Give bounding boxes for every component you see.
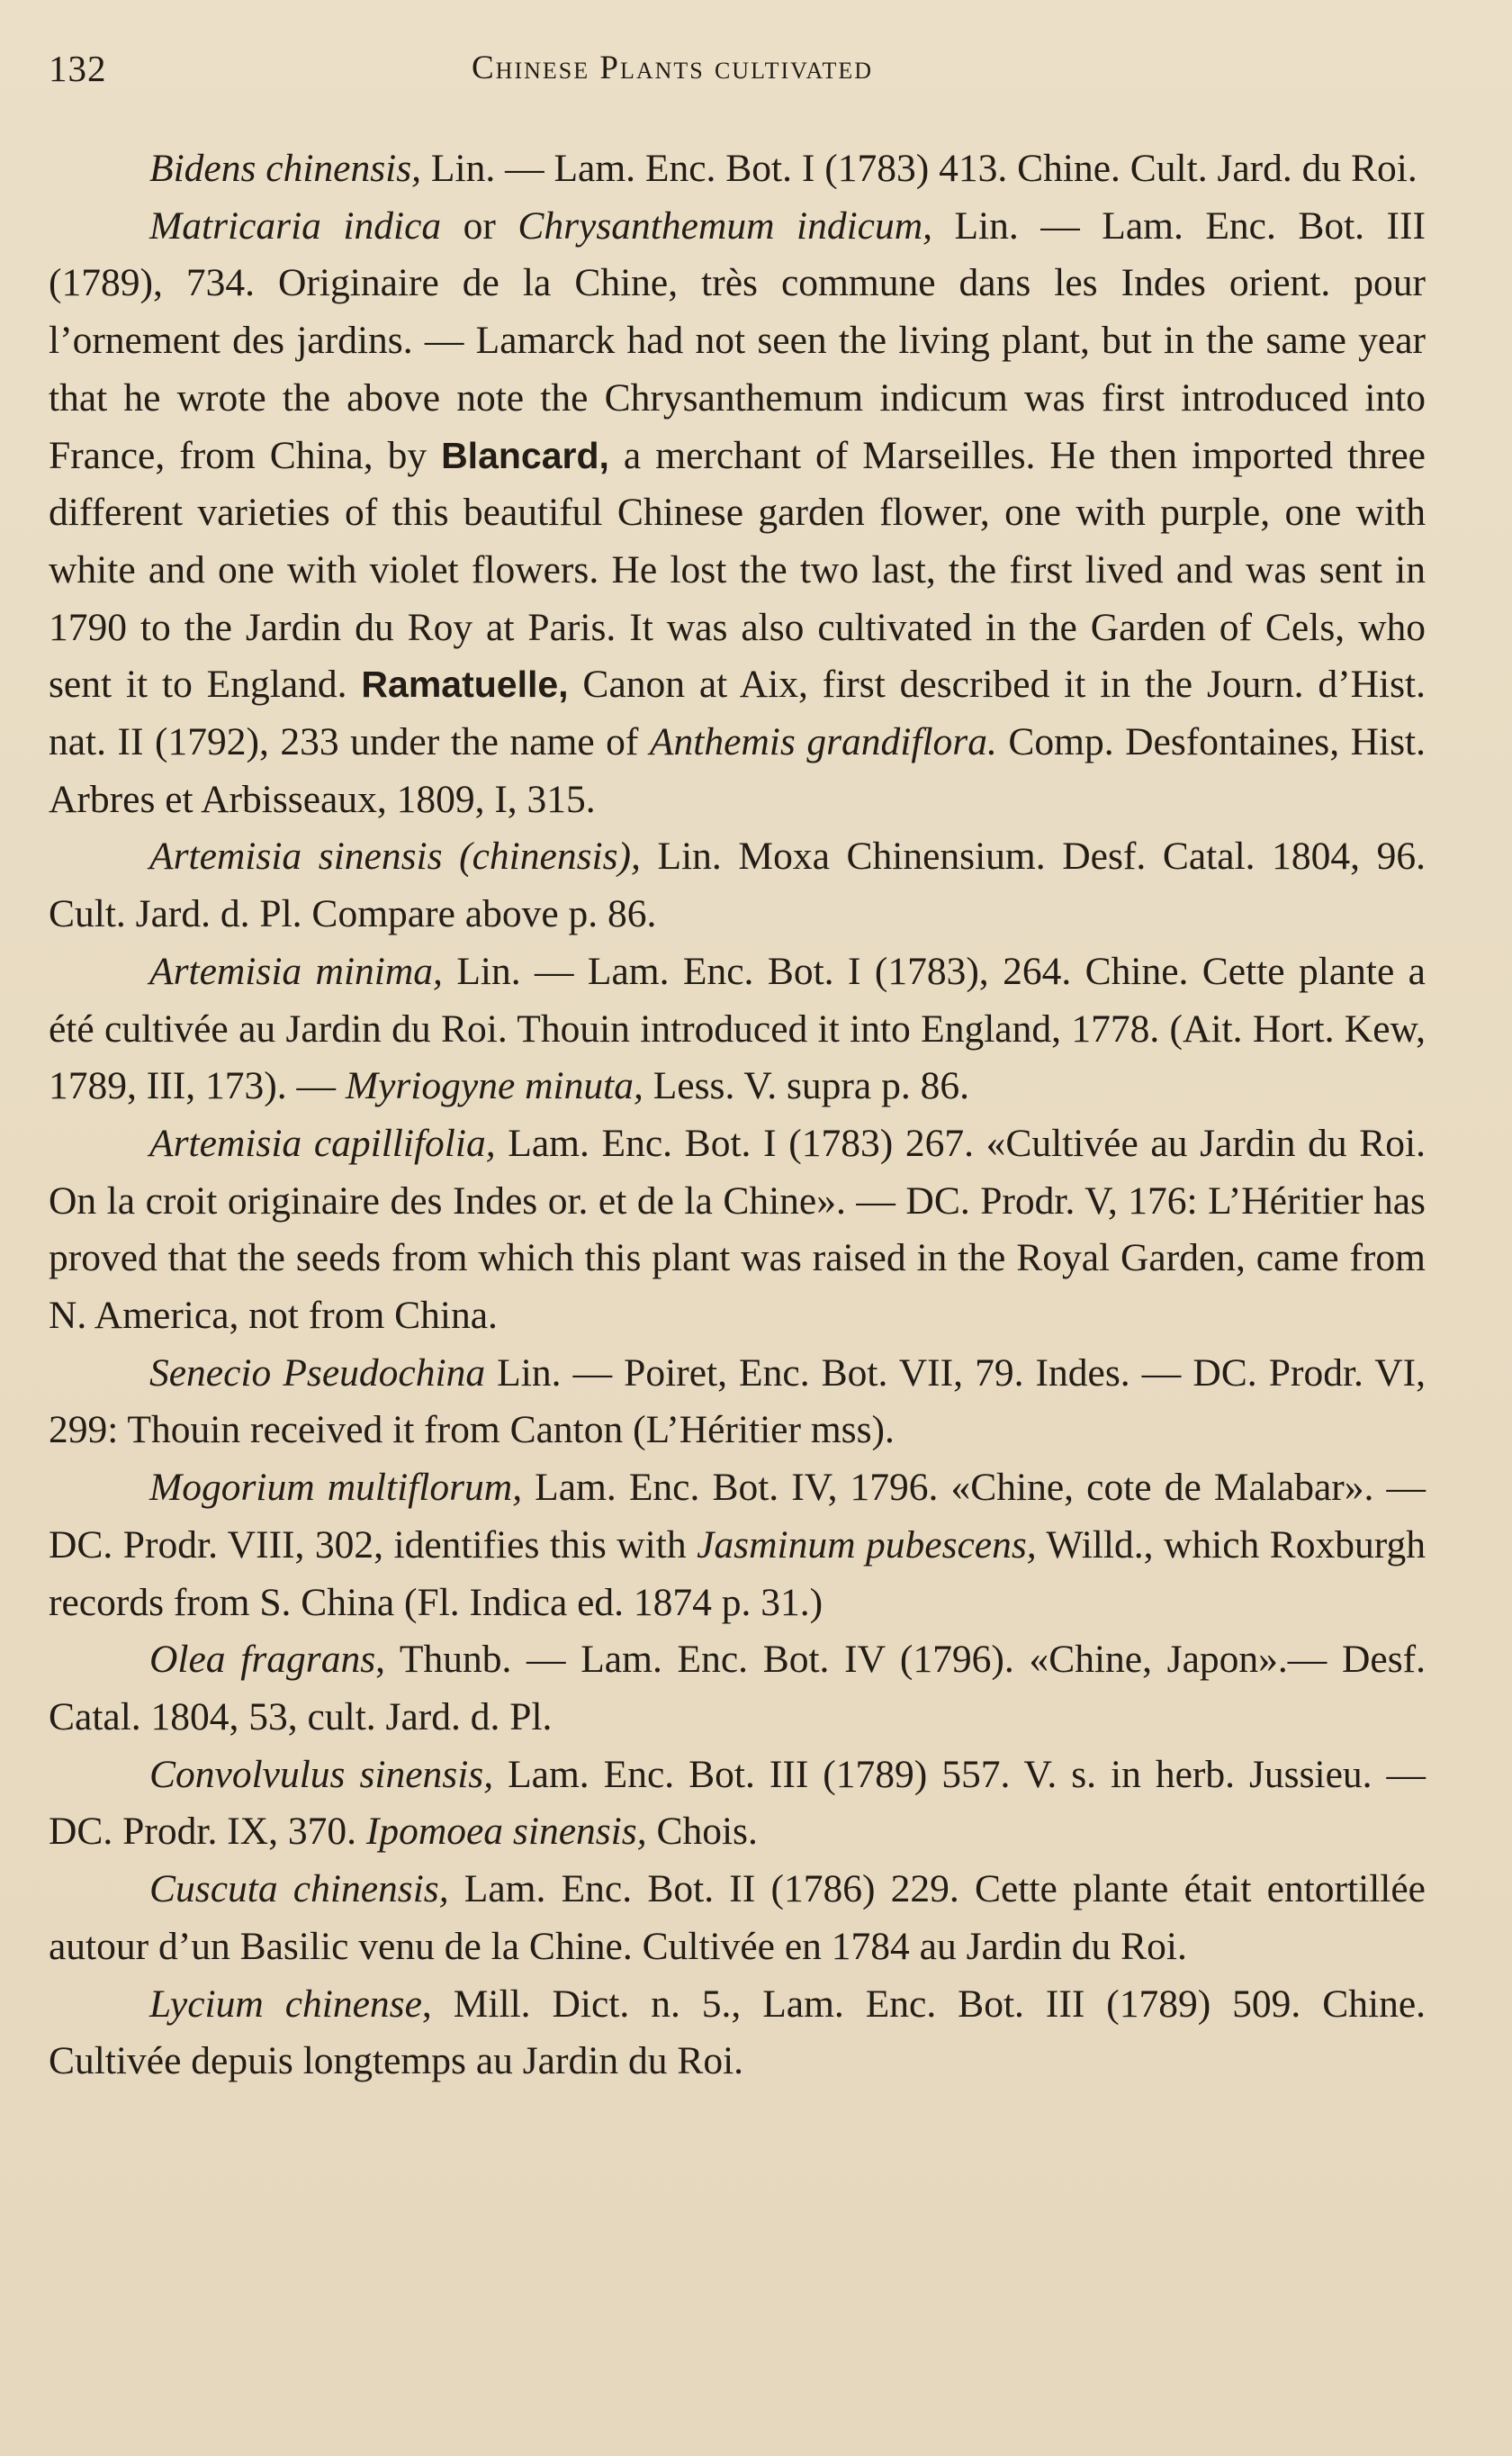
entry-artemisia-minima	[49, 944, 1426, 1115]
entry-text: Lin. — Lam. Enc. Bot. I (1783) 413. Chine. Cult. Jard. du Roi.	[421, 147, 1418, 190]
species-name: Artemisia capillifolia,	[149, 1121, 496, 1165]
entry-text: Willd., which Roxburgh records from S. China (Fl. Indica ed. 1874 p. 31.)	[49, 1522, 1426, 1624]
entry-text: a merchant of Marseilles. He then imported three different varieties of this beautiful Chinese garden flower, one with purple, one with white and one with violet flowers. He lost the two last, the first lived and was sent in 1790 to the Jardin du Roy at Paris. It was also cultivated in the Garden of Cels, who sent it to England.	[49, 433, 1426, 707]
entry-cuscuta-chinensis	[49, 1861, 1426, 1975]
running-head: Chinese Plants cultivated	[472, 50, 873, 86]
entry-text: Lam. Enc. Bot. I (1783) 267. «Cultivée au Jardin du Roi. On la croit originaire des Indes or. et de la Chine». — DC. Prodr. V, 176: L’Héritier has proved that the seeds from which this plant was raised in the Royal Garden, came from N. America, not from China.	[49, 1121, 1426, 1338]
species-name: Matricaria indica	[149, 203, 442, 248]
species-name: Olea fragrans	[149, 1638, 376, 1682]
page-body	[49, 140, 1426, 2090]
entry-text: Comp. Desfontaines, Hist. Arbres et Arbisseaux, 1809, I, 315.	[49, 720, 1426, 821]
species-name: Lycium chinense	[149, 1982, 422, 2026]
entry-text: Lam. Enc. Bot. IV, 1796. «Chine, cote de Malabar». — DC. Prodr. VIII, 302, identifies this with	[49, 1466, 1426, 1567]
species-name: Ipomoea sinensis,	[365, 1810, 647, 1854]
species-name: Bidens chinensis,	[149, 147, 422, 190]
entry-artemisia-sinensis	[49, 828, 1426, 943]
species-name: Chrysanthemum indicum,	[518, 203, 932, 248]
connector-text: or	[441, 203, 518, 248]
entry-text: Lin. — Lam. Enc. Bot. I (1783), 264. Chine. Cette plante a été cultivée au Jardin du Roi. Thouin introduced it into England, 1778. (Ait. Hort. Kew, 1789, III, 173). —	[49, 949, 1426, 1108]
entry-text: Chois.	[646, 1810, 758, 1854]
entry-text: , Mill. Dict. n. 5., Lam. Enc. Bot. III (1789) 509. Chine. Cultivée depuis longtemps au Jardin du Roi.	[49, 1982, 1426, 2083]
entry-matricaria-indica	[49, 198, 1426, 829]
entry-text: Lam. Enc. Bot. III (1789) 557. V. s. in herb. Jussieu. — DC. Prodr. IX, 370.	[49, 1752, 1426, 1854]
page-number: 132	[49, 48, 107, 89]
entry-text: Canon at Aix, first described it in the Journ. d’Hist. nat. II (1792), 233 under the name of	[49, 663, 1426, 764]
species-name: Artemisia sinensis (chinensis),	[149, 835, 641, 879]
entry-convolvulus-sinensis	[49, 1747, 1426, 1861]
species-name: Artemisia minima,	[149, 949, 443, 993]
species-name: Senecio Pseudochina	[149, 1350, 486, 1395]
entry-olea-fragrans	[49, 1631, 1426, 1746]
entry-text: Lin. — Lam. Enc. Bot. III (1789), 734. Originaire de la Chine, très commune dans les Indes orient. pour l’ornement des jardins. — Lamarck had not seen the living plant, but in the same year that he wrote the above note the Chrysanthemum indicum was first introduced into France, from China, by	[49, 203, 1426, 477]
entry-mogorium-multiflorum	[49, 1459, 1426, 1631]
entry-lycium-chinense	[49, 1976, 1426, 2090]
entry-senecio-pseudochina	[49, 1345, 1426, 1459]
entry-text: , Thunb. — Lam. Enc. Bot. IV (1796). «Chine, Japon».— Desf. Catal. 1804, 53, cult. Jard. d. Pl.	[49, 1638, 1426, 1738]
person-name-blancard: Blancard,	[441, 434, 609, 476]
page-header	[49, 47, 1426, 101]
entry-text: Less. V. supra p. 86.	[643, 1064, 969, 1108]
species-name: Cuscuta chinensis,	[149, 1867, 449, 1911]
species-name: Mogorium multiflorum,	[149, 1466, 523, 1510]
entry-text: Lam. Enc. Bot. II (1786) 229. Cette plante était entortillée autour d’un Basilic venu de la Chine. Cultivée en 1784 au Jardin du Roi.	[49, 1867, 1426, 1968]
species-name: Myriogyne minuta,	[345, 1064, 644, 1108]
entry-text: Lin. — Poiret, Enc. Bot. VII, 79. Indes. — DC. Prodr. VI, 299: Thouin received it from Canton (L’Héritier mss).	[49, 1350, 1426, 1452]
entry-text: Lin. Moxa Chinensium. Desf. Catal. 1804, 96. Cult. Jard. d. Pl. Compare above p. 86.	[49, 835, 1426, 936]
species-name: Convolvulus sinensis,	[149, 1752, 494, 1796]
species-name: Anthemis grandiflora.	[649, 720, 997, 764]
entry-artemisia-capillifolia	[49, 1115, 1426, 1345]
person-name-ramatuelle: Ramatuelle,	[361, 664, 569, 706]
species-name: Jasminum pubescens,	[697, 1522, 1037, 1567]
entry-bidens-chinensis	[49, 140, 1426, 198]
